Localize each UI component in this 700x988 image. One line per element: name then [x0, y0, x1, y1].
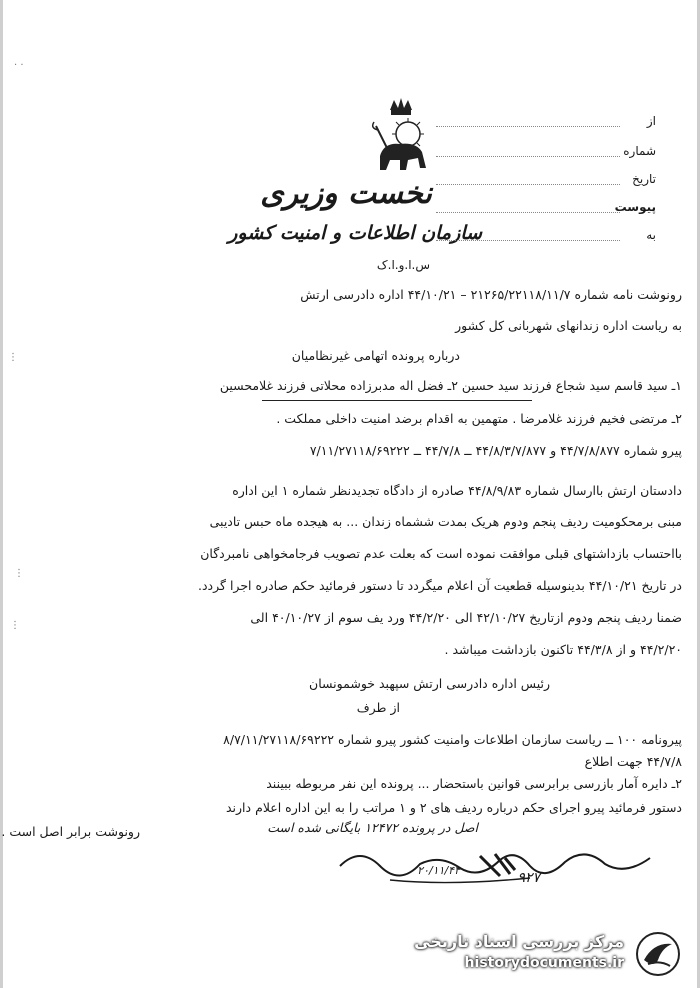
scan-edge-left: [0, 0, 3, 988]
body-line: رونوشت نامه شماره ۲۱۲۶۵/۲۲۱۱۸/۱۱/۷ – ۴۴/۱۰/۲۱ اداره دادرسی ارتش: [300, 287, 682, 302]
body-line: بااحتساب بازداشتهای قبلی موافقت نموده است که بعلت عدم تصویب فرجامخواهی نامبردگان: [200, 546, 682, 561]
meta-field-date: [436, 172, 656, 190]
margin-mark: ⋮: [10, 620, 20, 631]
margin-mark: · ·: [14, 60, 24, 71]
meta-line: [436, 212, 620, 213]
cc-line: دستور فرمائید پیرو اجرای حکم درباره ردیف های ۲ و ۱ مراتب را به این اداره اعلام دارند: [225, 800, 682, 815]
list-item: ۲ـ مرتضی فخیم فرزند غلامرضا . متهمین به اقدام برضد امنیت داخلی مملکت .: [276, 411, 682, 426]
handwritten-number: ۹۲۷: [517, 870, 540, 886]
meta-label: به: [646, 228, 656, 242]
letterhead-title: نخست وزیری: [260, 176, 432, 211]
margin-mark: ⋮: [14, 568, 24, 579]
meta-label: شماره: [623, 144, 656, 158]
watermark: [414, 930, 688, 978]
body-line: ضمنا ردیف پنجم ودوم ازتاریخ ۴۲/۱۰/۲۷ الی ۴۴/۲/۲۰ ورد یف سوم از ۴۰/۱۰/۲۷ الی: [250, 610, 682, 625]
meta-line: [436, 156, 620, 157]
body-line: در تاریخ ۴۴/۱۰/۲۱ بدینوسیله قطعیت آن اعلام میگردد تا دستور فرمائید حکم صادره اجرا گردد.: [198, 578, 682, 593]
meta-label: از: [646, 114, 656, 128]
meta-field-attachment: [436, 200, 656, 218]
handwritten-date: ۲۰/۱۱/۴۴: [417, 864, 460, 877]
letterhead-code: س.ا.و.ا.ک: [376, 258, 430, 272]
list-item: ۱ـ سید قاسم سید شجاع فرزند سید حسین ۲ـ فضل اله مدبرزاده محلاتی فرزند غلامحسین: [219, 378, 682, 393]
cc-line: ۲ـ دایره آمار بازرسی برابرسی قوانین باستحضار ... پرونده این نفر مربوطه ببینند: [266, 776, 682, 791]
handwritten-underline: [262, 400, 532, 401]
subject-line: درباره پرونده اتهامی غیرنظامیان: [291, 348, 460, 363]
body-line: دادستان ارتش باارسال شماره ۴۴/۸/۹/۸۳ صادره از دادگاه تجدیدنظر شماره ۱ این اداره: [232, 483, 682, 498]
meta-line: [436, 240, 620, 241]
meta-field-from: [436, 114, 656, 132]
lion-and-sun-crown-emblem-icon: [360, 96, 442, 184]
margin-mark: ⋮: [8, 352, 18, 363]
signer-line: رئیس اداره دادرسی ارتش سپهبد خوشمونسان: [309, 676, 550, 691]
watermark-url: historydocuments.ir: [464, 955, 624, 971]
watermark-title: مرکز بررسی اسناد تاریخی: [414, 932, 624, 951]
letterhead-subtitle: سازمان اطلاعات و امنیت کشور: [228, 222, 482, 244]
meta-label: تاریخ: [632, 172, 656, 186]
cc-line: ۴۴/۷/۸ جهت اطلاع: [584, 754, 682, 769]
meta-line: [436, 184, 620, 185]
meta-field-to: [436, 228, 656, 246]
cc-line: رونوشت برابر اصل است .: [1, 824, 140, 839]
book-swirl-logo-icon: [632, 930, 684, 978]
handwritten-signature-icon: [330, 836, 660, 892]
body-line: به ریاست اداره زندانهای شهربانی کل کشور: [455, 318, 682, 333]
handwritten-note: اصل در پرونده ۱۲۴۷۲ بایگانی شده است: [267, 820, 478, 835]
body-line: مبنی برمحکومیت ردیف پنجم ودوم هریک بمدت ششماه زندان ... به هیجده ماه حبس تادیبی: [209, 514, 682, 529]
meta-line: [436, 126, 620, 127]
signer-line: از طرف: [356, 700, 400, 715]
body-line: پیرو شماره ۴۴/۷/۸/۸۷۷ و ۴۴/۸/۳/۷/۸۷۷ ــ ۴۴/۷/۸ ــ ۷/۱۱/۲۷۱۱۸/۶۹۲۲۲: [309, 443, 682, 458]
body-line: ۴۴/۲/۲۰ و از ۴۴/۳/۸ تاکنون بازداشت میباشد .: [444, 642, 682, 657]
meta-field-number: [436, 144, 656, 162]
meta-label: پیوست: [614, 200, 656, 214]
cc-line: پیرونامه ۱۰۰ ــ ریاست سازمان اطلاعات وامنیت کشور پیرو شماره ۸/۷/۱۱/۲۷۱۱۸/۶۹۲۲۲: [223, 732, 682, 747]
